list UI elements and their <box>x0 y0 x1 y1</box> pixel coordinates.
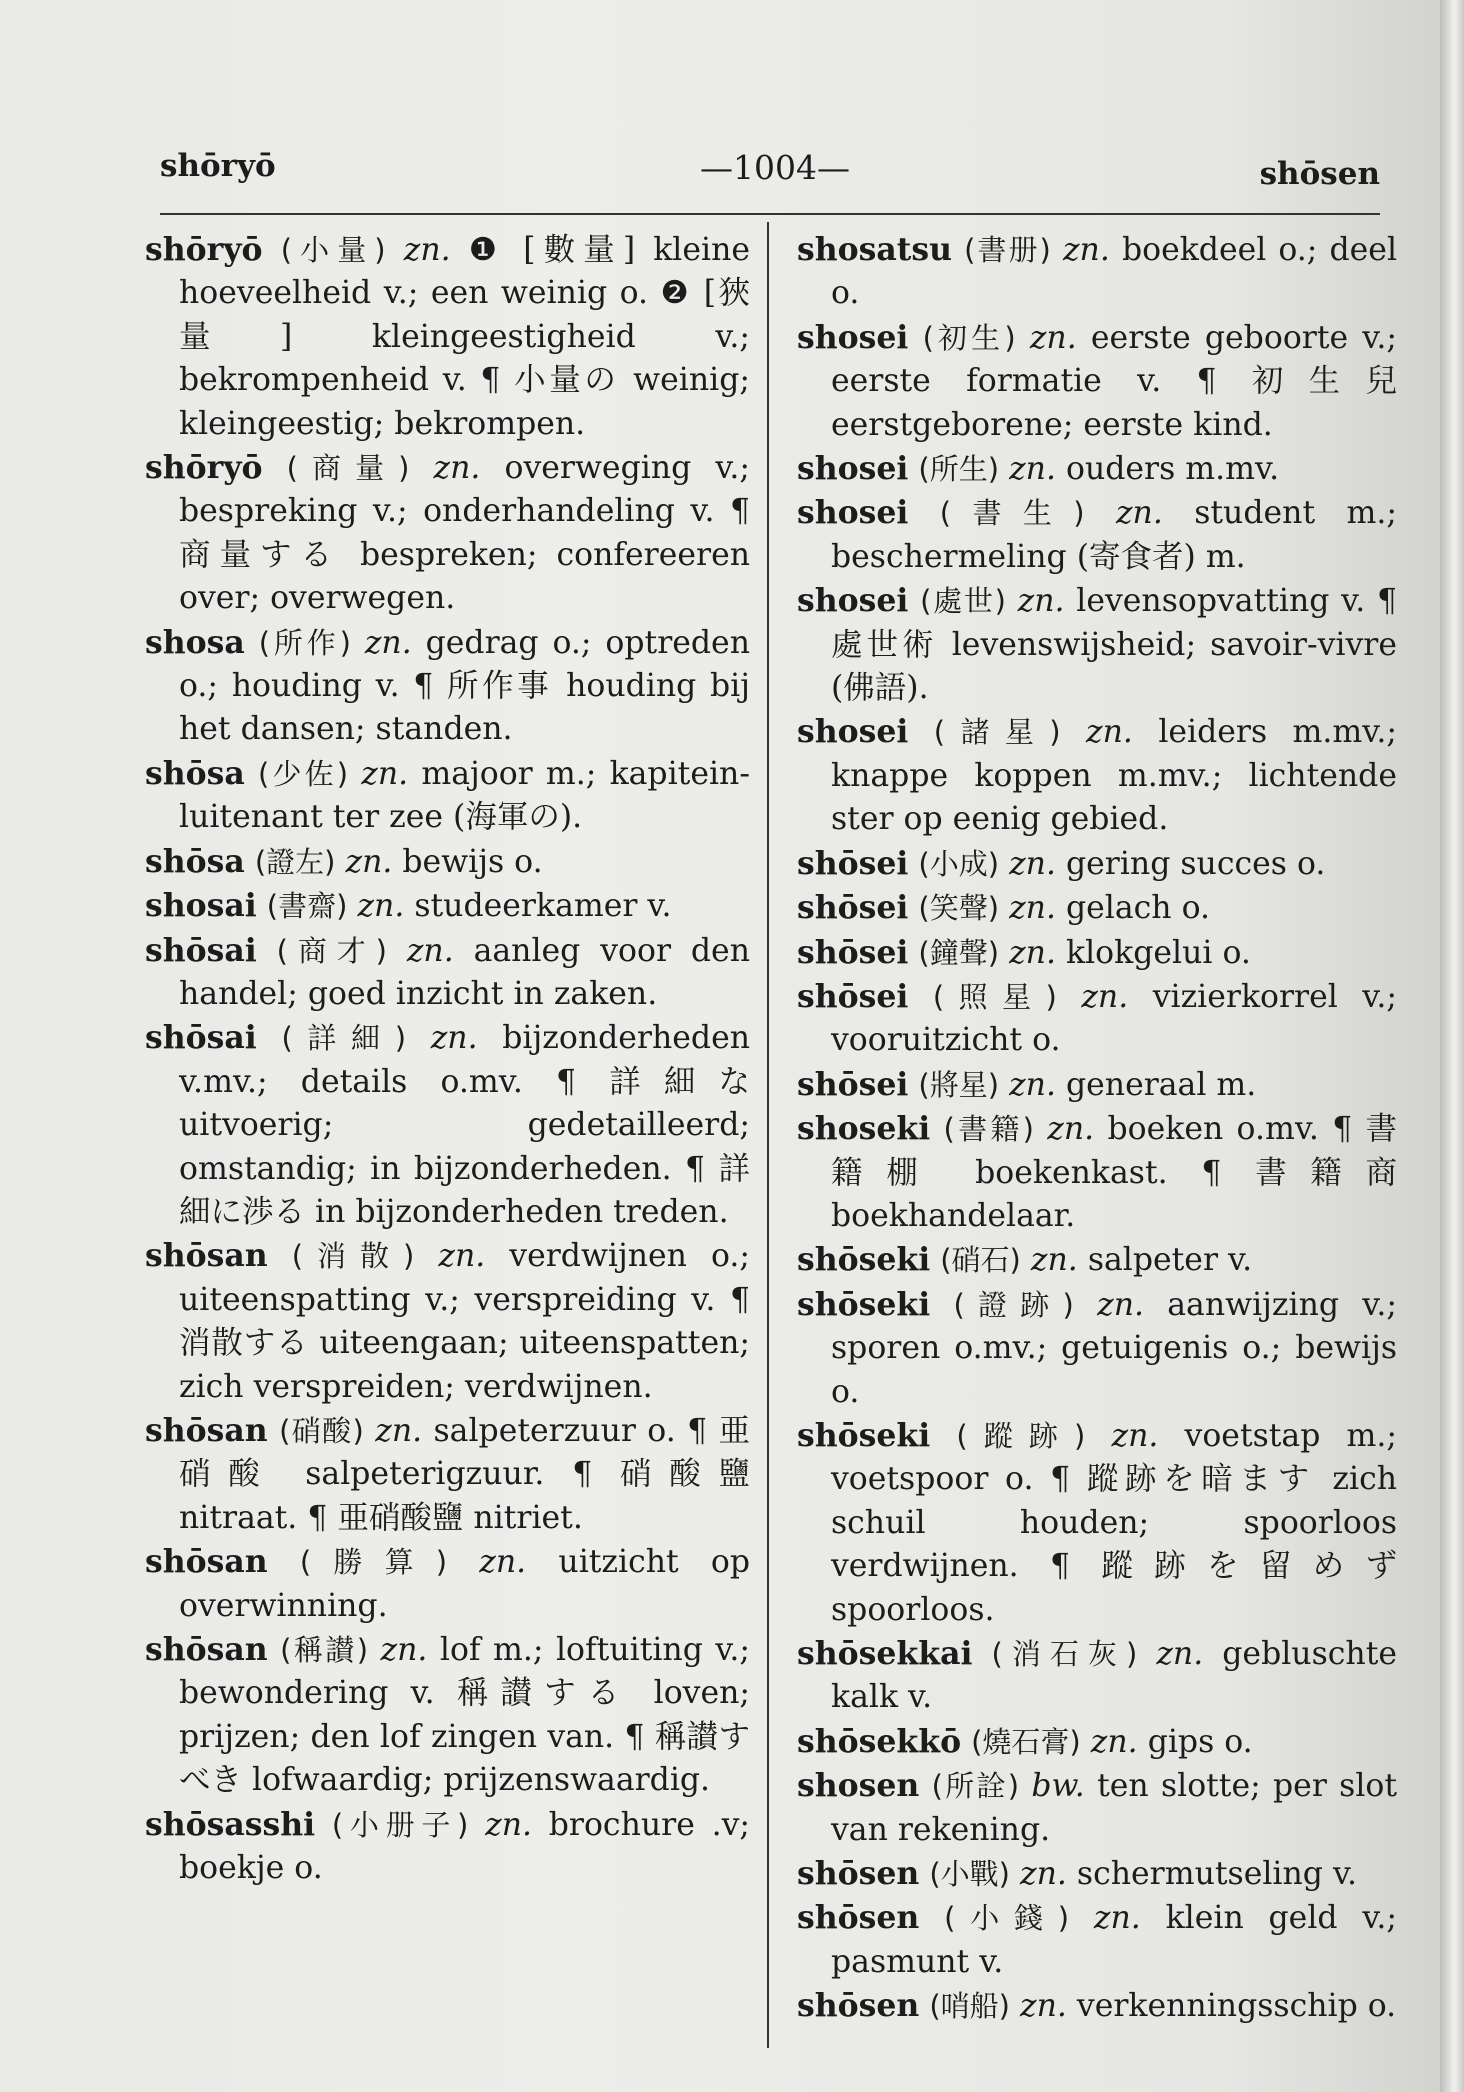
kanji-form: (小錢) <box>944 1901 1070 1936</box>
headword: shosai <box>145 887 257 925</box>
part-of-speech: zn. <box>406 932 454 969</box>
dictionary-entry <box>145 1016 750 1234</box>
kanji-form: (消石灰) <box>991 1637 1138 1671</box>
part-of-speech: zn. <box>438 1238 486 1275</box>
part-of-speech: zn. <box>1009 1066 1056 1103</box>
kanji-form: (諸星) <box>933 715 1061 750</box>
kanji-form: (少佐) <box>257 756 349 791</box>
part-of-speech: zn. <box>345 843 393 880</box>
part-of-speech: zn. <box>1111 1417 1159 1454</box>
part-of-speech: bw. <box>1031 1768 1085 1805</box>
part-of-speech: zn. <box>1020 1988 1067 2025</box>
part-of-speech: zn. <box>1009 451 1056 488</box>
part-of-speech: zn. <box>1020 1856 1067 1893</box>
headword: shōryō <box>145 449 263 487</box>
kanji-form: (將星) <box>918 1067 1000 1102</box>
definition: ❶ [數量] kleine hoeveelheid v.; een weinig o. ❷ [狹量] kleingeestigheid v.; bekrompenheid v. ¶ 小量の weinig; kleingeestig; bekrompen. <box>179 232 751 442</box>
kanji-form: (所詮) <box>931 1769 1020 1804</box>
dictionary-entry <box>797 1414 1397 1632</box>
part-of-speech: zn. <box>1009 890 1056 927</box>
dictionary-entry <box>797 975 1397 1063</box>
definition: salpeter v. <box>1087 1242 1253 1279</box>
dictionary-entry <box>797 316 1397 447</box>
definition: aanleg voor den handel; goed inzicht in zaken. <box>179 932 750 1012</box>
definition: leiders m.mv.; knappe koppen m.mv.; lichtende ster op eenig gebied. <box>831 714 1397 838</box>
part-of-speech: zn. <box>1115 495 1163 532</box>
headword: shōsei <box>797 1065 909 1103</box>
definition: aanwijzing v.; sporen o.mv.; getuigenis o.; bewijs o. <box>831 1286 1397 1410</box>
definition: gedrag o.; optreden o.; houding v. ¶ 所作事 houding bij het dansen; standen. <box>179 624 750 748</box>
kanji-form: (所生) <box>918 452 1000 487</box>
definition: bewijs o. <box>402 843 543 880</box>
definition: boekdeel o.; deel o. <box>831 232 1398 312</box>
kanji-form: (稱讃) <box>280 1633 369 1667</box>
definition: ten slotte; per slot van rekening. <box>831 1768 1398 1848</box>
kanji-form: (鐘聲) <box>918 935 1000 970</box>
headword: shōsen <box>797 1987 920 2025</box>
part-of-speech: zn. <box>1030 1242 1078 1279</box>
header-rule <box>160 213 1380 215</box>
dictionary-entry <box>797 447 1397 491</box>
dictionary-entry <box>797 1852 1397 1896</box>
kanji-form: (硝酸) <box>279 1413 364 1448</box>
headword: shōsan <box>145 1237 268 1275</box>
kanji-form: (小成) <box>918 846 1000 881</box>
definition: overweging v.; bespreking v.; onderhandeling v. ¶ 商量する bespreken; confereeren over; overwegen. <box>179 450 751 617</box>
column-divider <box>767 222 769 2048</box>
definition: ouders m.mv. <box>1065 451 1280 488</box>
kanji-form: (書册) <box>964 233 1051 267</box>
headword: shōsei <box>797 889 909 927</box>
part-of-speech: zn. <box>364 624 412 661</box>
kanji-form: (哨船) <box>929 1989 1010 2024</box>
definition: gips o. <box>1147 1723 1253 1760</box>
headword: shosei <box>797 582 909 620</box>
headword: shōsei <box>797 977 909 1015</box>
dictionary-entry <box>145 752 750 840</box>
page-edge <box>1440 0 1464 2092</box>
definition: gebluschte kalk v. <box>831 1636 1397 1716</box>
headword: shōsa <box>145 842 245 880</box>
kanji-form: (笑聲) <box>918 891 1000 926</box>
definition: boeken o.mv. ¶ 書籍棚 boekenkast. ¶ 書籍商 boekhandelaar. <box>831 1111 1398 1234</box>
dictionary-entry <box>797 931 1397 975</box>
headword: shosa <box>145 623 245 661</box>
dictionary-entry <box>145 1803 750 1891</box>
definition: klein geld v.; pasmunt v. <box>831 1900 1398 1980</box>
part-of-speech: zn. <box>1081 978 1129 1015</box>
headword: shōsan <box>145 1631 268 1668</box>
part-of-speech: zn. <box>1090 1723 1138 1760</box>
definition: salpeterzuur o. ¶ 亜硝酸 salpeterigzuur. ¶ 硝酸鹽 nitraat. ¶ 亜硝酸鹽 nitriet. <box>179 1412 751 1536</box>
kanji-form: (書生) <box>939 496 1085 531</box>
definition: student m.; beschermeling (寄食者) m. <box>831 495 1397 575</box>
part-of-speech: zn. <box>433 450 481 487</box>
dictionary-entry <box>145 1409 750 1540</box>
dictionary-entry <box>145 840 750 884</box>
kanji-form: (燒石膏) <box>971 1724 1081 1759</box>
headword: shōryō <box>145 231 263 268</box>
headword: shōsekkō <box>797 1722 962 1760</box>
running-header <box>160 148 1380 192</box>
headword: shōsai <box>145 1019 257 1057</box>
headword: shōsen <box>797 1855 920 1893</box>
dictionary-entry <box>797 1238 1397 1282</box>
dictionary-entry <box>797 579 1397 710</box>
dictionary-entry <box>145 1234 750 1409</box>
right-running-headword: shōsen <box>1259 156 1380 192</box>
kanji-form: (證跡) <box>953 1287 1074 1322</box>
headword: shōsasshi <box>145 1805 316 1843</box>
part-of-speech: zn. <box>375 1412 423 1449</box>
dictionary-entry <box>797 886 1397 930</box>
part-of-speech: zn. <box>430 1020 478 1057</box>
kanji-form: (商才) <box>276 933 387 968</box>
kanji-form: (證左) <box>254 844 336 879</box>
kanji-form: (消散) <box>291 1239 415 1274</box>
kanji-form: (小量) <box>280 233 386 267</box>
definition: klokgelui o. <box>1065 934 1251 971</box>
dictionary-entry <box>145 228 750 446</box>
dictionary-entry <box>797 842 1397 886</box>
definition: eerste geboorte v.; eerste formatie v. ¶ 初生兒 eerstgeborene; eerste kind. <box>831 319 1397 443</box>
dictionary-entry <box>145 621 750 752</box>
dictionary-entry <box>797 491 1397 579</box>
headword: shosen <box>797 1767 920 1805</box>
kanji-form: (硝石) <box>940 1243 1021 1278</box>
definition: verdwijnen o.; uiteenspatting v.; verspreiding v. ¶ 消散する uiteengaan; uiteenspatten; zich verspreiden; verdwijnen. <box>179 1238 751 1405</box>
dictionary-entry <box>145 884 750 928</box>
dictionary-entry <box>797 1632 1397 1720</box>
dictionary-entry <box>797 1896 1397 1984</box>
part-of-speech: zn. <box>361 755 409 792</box>
dictionary-entry <box>797 1984 1397 2028</box>
part-of-speech: zn. <box>1009 934 1056 971</box>
headword: shosei <box>797 450 909 488</box>
kanji-form: (蹤跡) <box>956 1418 1086 1453</box>
headword: shōseki <box>797 1285 931 1323</box>
definition: majoor m.; kapitein-luitenant ter zee (海軍の). <box>179 755 750 836</box>
headword: shosei <box>797 494 909 532</box>
part-of-speech: zn. <box>1047 1111 1095 1148</box>
part-of-speech: zn. <box>479 1544 527 1581</box>
part-of-speech: zn. <box>357 888 405 925</box>
kanji-form: (詳細) <box>281 1021 407 1056</box>
part-of-speech: zn. <box>1086 714 1133 751</box>
kanji-form: (書齋) <box>266 889 348 924</box>
headword: shōsei <box>797 844 909 882</box>
dictionary-entry <box>145 1540 750 1628</box>
headword: shōsei <box>797 933 909 971</box>
kanji-form: (書籍) <box>943 1112 1034 1147</box>
definition: generaal m. <box>1065 1066 1257 1103</box>
dictionary-entry <box>797 1283 1397 1414</box>
kanji-form: (小戰) <box>929 1857 1010 1892</box>
headword: shosei <box>797 713 909 751</box>
dictionary-entry <box>797 1107 1397 1238</box>
part-of-speech: zn. <box>1009 845 1056 882</box>
dictionary-entry <box>145 929 750 1017</box>
dictionary-entry <box>145 1628 750 1803</box>
kanji-form: (小册子) <box>331 1807 469 1842</box>
kanji-form: (勝算) <box>299 1545 448 1580</box>
part-of-speech: zn. <box>1156 1636 1204 1672</box>
headword: shōsekkai <box>797 1635 973 1672</box>
definition: gering succes o. <box>1065 845 1326 882</box>
left-running-headword: shōryō <box>160 148 276 184</box>
part-of-speech: zn. <box>1029 319 1077 356</box>
definition: bijzonderheden v.mv.; details o.mv. ¶ 詳細な uitvoerig; gedetailleerd; omstandig; in bijzonderheden. ¶ 詳細に渉る in bijzonderheden treden. <box>179 1020 751 1230</box>
definition: vizierkorrel v.; vooruitzicht o. <box>831 978 1397 1059</box>
definition: brochure .v; boekje o. <box>179 1806 751 1887</box>
part-of-speech: zn. <box>1062 232 1110 268</box>
part-of-speech: zn. <box>403 232 451 268</box>
headword: shōseki <box>797 1241 931 1279</box>
kanji-form: (商量) <box>286 451 410 486</box>
part-of-speech: zn. <box>485 1806 533 1843</box>
dictionary-entry <box>797 1764 1397 1852</box>
definition: lof m.; loftuiting v.; bewondering v. 稱讃する loven; prijzen; den lof zingen van. ¶ 稱讃すべき lofwaardig; prijzenswaardig. <box>179 1632 751 1799</box>
part-of-speech: zn. <box>1093 1900 1141 1937</box>
part-of-speech: zn. <box>1097 1286 1145 1323</box>
left-column <box>145 228 750 1890</box>
page-number: —1004— <box>700 148 850 187</box>
headword: shōsa <box>145 754 245 792</box>
headword: shōseki <box>797 1416 931 1454</box>
headword: shoseki <box>797 1110 931 1148</box>
headword: shosei <box>797 318 909 356</box>
definition: schermutseling v. <box>1076 1856 1358 1893</box>
headword: shōsan <box>145 1411 268 1449</box>
headword: shōsai <box>145 931 257 969</box>
part-of-speech: zn. <box>1017 583 1065 620</box>
dictionary-entry <box>797 1720 1397 1764</box>
headword: shōsan <box>145 1543 268 1581</box>
headword: shosatsu <box>797 231 952 268</box>
dictionary-entry <box>797 228 1397 316</box>
definition: levensopvatting v. ¶ 處世術 levenswijsheid; savoir-vivre (佛語). <box>831 583 1398 707</box>
dictionary-entry <box>145 446 750 621</box>
kanji-form: (所作) <box>258 625 351 660</box>
part-of-speech: zn. <box>380 1632 428 1668</box>
dictionary-entry <box>797 1063 1397 1107</box>
definition: uitzicht op overwinning. <box>179 1544 751 1624</box>
kanji-form: (照星) <box>932 979 1057 1014</box>
definition: studeerkamer v. <box>414 888 672 925</box>
kanji-form: (初生) <box>922 320 1016 355</box>
kanji-form: (處世) <box>920 584 1006 619</box>
definition: voetstap m.; voetspoor o. ¶ 蹤跡を暗ます zich schuil houden; spoorloos verdwijnen. ¶ 蹤跡を留めず spoorloos. <box>831 1417 1398 1628</box>
headword: shōsen <box>797 1899 920 1937</box>
right-column <box>797 228 1397 2029</box>
definition: gelach o. <box>1065 890 1211 927</box>
definition: verkenningsschip o. <box>1076 1988 1397 2025</box>
dictionary-entry <box>797 710 1397 841</box>
